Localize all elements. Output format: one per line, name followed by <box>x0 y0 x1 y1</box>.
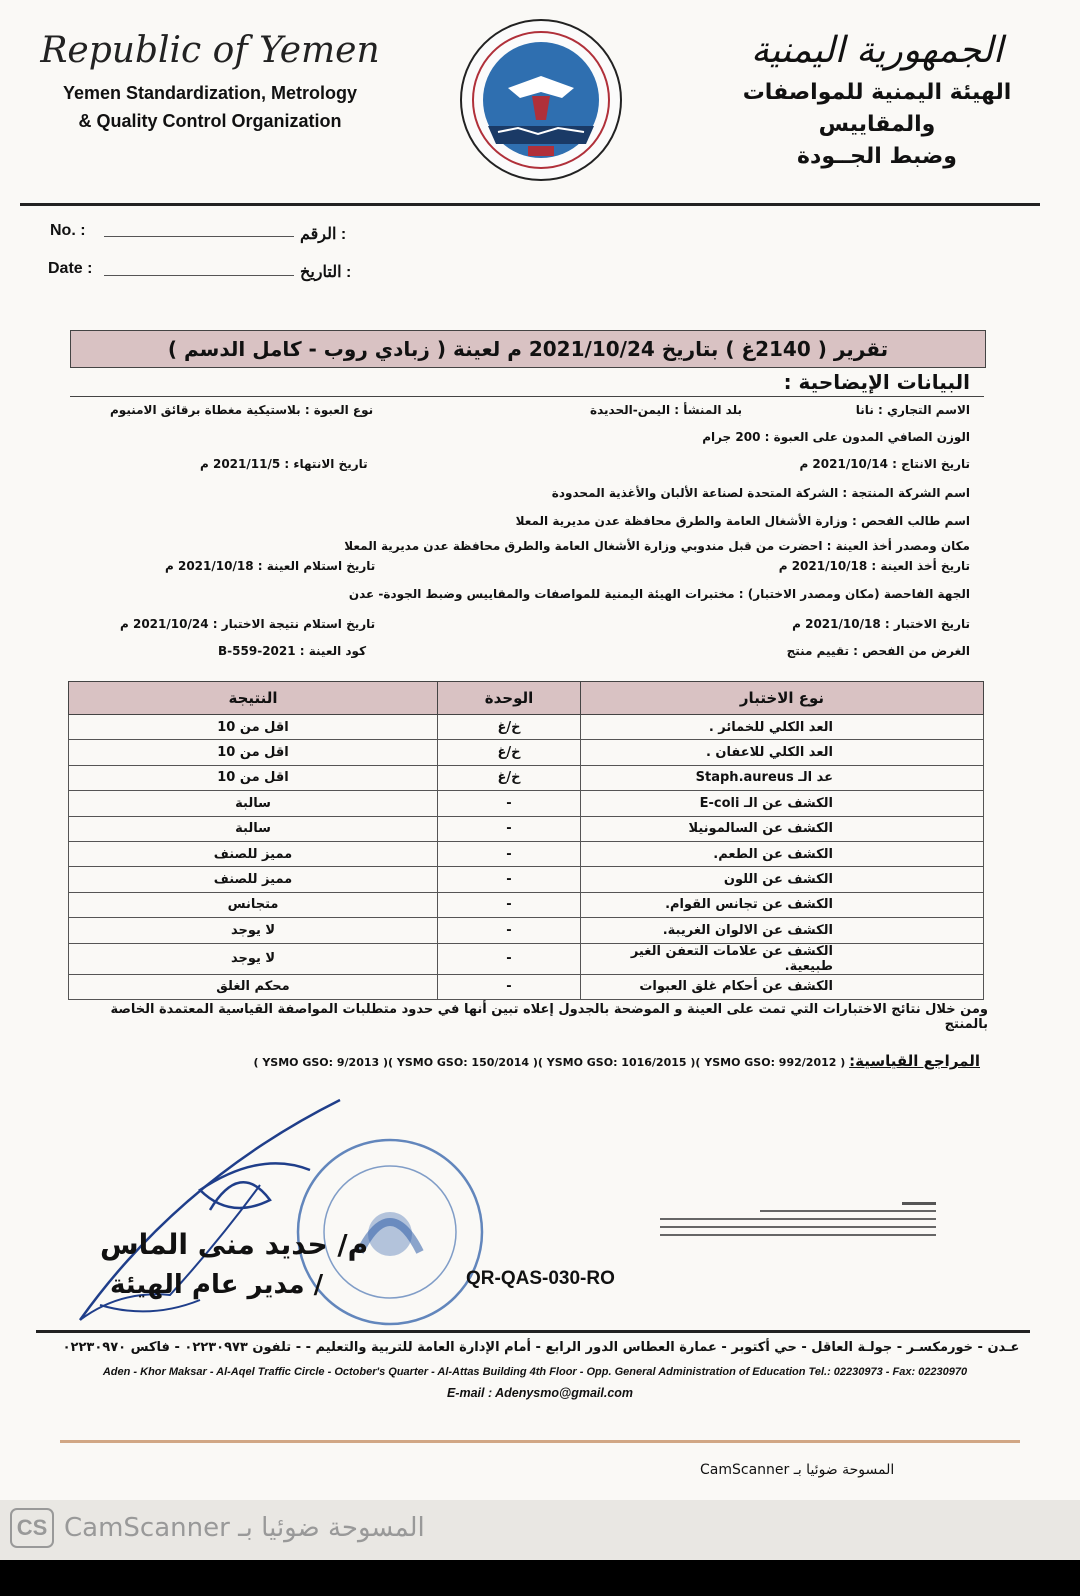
sample-info-block <box>70 396 984 675</box>
organization-logo <box>458 16 624 184</box>
ar-org-line2: وضبط الجــودة <box>797 144 957 169</box>
result-test-cell: الكشف عن تجانس القوام. <box>581 892 984 917</box>
footer-address-ar: عـدن - خورمكسـر - جولـة العاقل - حي أكتوبر - عمارة العطاس الدور الرابع - أمام الإدارة العامة للتربية والتعليم - - تلفون ٠٢٢٣٠٩٧٣ - فاكس ٠٢٢٣٠٩٧٠ <box>62 1340 1020 1355</box>
en-org-line2: & Quality Control Organization <box>78 111 342 131</box>
results-table <box>68 681 984 1000</box>
result-value-cell: لا يوجد <box>69 918 438 943</box>
result-value-cell: اقل من 10 <box>69 765 438 790</box>
header-unit: الوحدة <box>438 682 581 715</box>
references-label: المراجع القياسية: <box>849 1052 980 1070</box>
date-label-ar: : التاريخ <box>300 264 352 281</box>
info-production-date: تاريخ الانتاج : 2021/10/14 م <box>799 457 970 471</box>
arabic-header <box>712 30 1042 173</box>
info-testing-body: الجهة الفاحصة (مكان ومصدر الاختبار) : مختبرات الهيئة اليمنية للمواصفات والمقاييس وضبط الجودة- عدن <box>348 587 970 601</box>
info-sampling-date: تاريخ أخذ العينة : 2021/10/18 م <box>778 559 970 573</box>
info-sample-code: كود العينة : 2021-559-B <box>218 644 367 658</box>
en-org-line1: Yemen Standardization, Metrology <box>62 83 358 103</box>
result-unit-cell: - <box>438 867 581 892</box>
result-row <box>69 740 984 765</box>
result-test-cell: الكشف عن الالوان الغريبة. <box>581 918 984 943</box>
date-label-en: Date : <box>48 260 93 277</box>
section-title: البيانات الإيضاحية : <box>783 370 970 394</box>
result-unit-cell: خ/غ <box>438 715 581 740</box>
result-row <box>69 943 984 974</box>
result-value-cell: مميز للصنف <box>69 867 438 892</box>
date-field-line <box>104 275 294 276</box>
result-row <box>69 841 984 866</box>
english-header <box>40 30 380 135</box>
fine-print-notes <box>640 1200 940 1253</box>
references-text: ( YSMO GSO: 992/2012 )( YSMO GSO: 1016/2015 )( YSMO GSO: 150/2014 )( YSMO GSO: 9/2013 ) <box>253 1056 846 1069</box>
footer-address-en: Aden - Khor Maksar - Al-Aqel Traffic Circle - October's Quarter - Al-Attas Building 4th Floor - Opp. General Administration of Education Tel.: 02230973 - Fax: 02230970 <box>102 1366 968 1378</box>
info-sample-source: مكان ومصدر أخذ العينة : احضرت من قبل مندوبي وزارة الأشغال العامة والطرق محافظة عدن مديرية المعلا <box>344 539 970 553</box>
info-net-weight: الوزن الصافي المدون على العبوة : 200 جرام <box>702 430 970 444</box>
scan-edge-line <box>60 1440 1020 1443</box>
result-unit-cell: - <box>438 943 581 974</box>
result-row <box>69 715 984 740</box>
no-field-line <box>104 236 294 237</box>
result-test-cell: عد الـ Staph.aureus <box>581 765 984 790</box>
result-unit-cell: - <box>438 918 581 943</box>
report-title: تقرير ( 2140غ ) بتاريخ 2021/10/24 م لعينة ( زبادي روب - كامل الدسم ) <box>70 330 986 368</box>
result-row <box>69 816 984 841</box>
camscanner-inner-label: المسوحة ضوئيا بـ CamScanner <box>700 1462 895 1478</box>
info-requester: اسم طالب الفحص : وزارة الأشغال العامة والطرق محافظة عدن مديرية المعلا <box>515 514 970 528</box>
conclusion-text: ومن خلال نتائج الاختبارات التي تمت على العينة و الموضحة بالجدول إعلاه تبين أنها في حدود متطلبات المواصفة القياسية المعتمدة الخاصة بالمنتج <box>110 1002 988 1032</box>
no-label-en: No. : <box>50 222 86 239</box>
result-value-cell: اقل من 10 <box>69 740 438 765</box>
result-test-cell: الكشف عن الطعم. <box>581 841 984 866</box>
result-row <box>69 892 984 917</box>
ar-org-line1: الهيئة اليمنية للمواصفات والمقاييس <box>742 80 1012 137</box>
results-header-row <box>69 682 984 715</box>
result-value-cell: مميز للصنف <box>69 841 438 866</box>
header-test-type: نوع الاختبار <box>581 682 984 715</box>
result-test-cell: الكشف عن اللون <box>581 867 984 892</box>
camscanner-watermark-text: CamScanner المسوحة ضوئيا بـ <box>64 1513 425 1543</box>
result-unit-cell: - <box>438 841 581 866</box>
result-unit-cell: خ/غ <box>438 765 581 790</box>
info-expiry-date: تاريخ الانتهاء : 2021/11/5 م <box>200 457 368 471</box>
result-test-cell: الكشف عن علامات التعفن الغير طبيعية. <box>581 943 984 974</box>
info-origin: بلد المنشأ : اليمن-الحديدة <box>590 403 743 417</box>
result-row <box>69 791 984 816</box>
info-receipt-date: تاريخ استلام العينة : 2021/10/18 م <box>165 559 376 573</box>
result-value-cell: لا يوجد <box>69 943 438 974</box>
result-value-cell: محكم الغلق <box>69 974 438 999</box>
result-row <box>69 918 984 943</box>
result-value-cell: سالبة <box>69 791 438 816</box>
result-value-cell: اقل من 10 <box>69 715 438 740</box>
result-value-cell: سالبة <box>69 816 438 841</box>
bottom-bar <box>0 1560 1080 1596</box>
footer-divider <box>36 1330 1030 1333</box>
result-row <box>69 765 984 790</box>
result-test-cell: العد الكلي للخمائر . <box>581 715 984 740</box>
result-test-cell: الكشف عن السالمونيلا <box>581 816 984 841</box>
header-result: النتيجة <box>69 682 438 715</box>
info-result-receipt-date: تاريخ استلام نتيجة الاختبار : 2021/10/24 م <box>120 617 376 631</box>
result-unit-cell: - <box>438 791 581 816</box>
header-divider <box>20 203 1040 206</box>
result-row <box>69 867 984 892</box>
info-trade-name: الاسم التجاري : نانا <box>855 403 970 417</box>
info-package-type: نوع العبوة : بلاستيكية مغطاة برقائق الامنيوم <box>110 403 374 417</box>
result-test-cell: الكشف عن أحكام غلق العبوات <box>581 974 984 999</box>
result-unit-cell: - <box>438 892 581 917</box>
ar-republic-title: الجمهورية اليمنية <box>750 30 1004 71</box>
result-test-cell: الكشف عن الـ E-coli <box>581 791 984 816</box>
result-test-cell: العد الكلي للاعفان . <box>581 740 984 765</box>
footer-email: E-mail : Adenysmo@gmail.com <box>446 1386 634 1400</box>
camscanner-icon: CS <box>10 1508 54 1548</box>
result-value-cell: متجانس <box>69 892 438 917</box>
signatory-name: م/ حديد منى الماس <box>100 1228 369 1261</box>
form-code: QR-QAS-030-RO <box>466 1268 615 1289</box>
info-test-date: تاريخ الاختبار : 2021/10/18 م <box>792 617 970 631</box>
info-producer: اسم الشركة المنتجة : الشركة المتحدة لصناعة الألبان والأغذية المحدودة <box>551 486 970 500</box>
camscanner-watermark <box>10 1508 425 1548</box>
result-unit-cell: - <box>438 816 581 841</box>
no-label-ar: : الرقم <box>300 226 347 243</box>
standards-references <box>220 1052 980 1070</box>
result-unit-cell: خ/غ <box>438 740 581 765</box>
info-purpose: الغرض من الفحص : تقييم منتج <box>786 644 970 658</box>
result-row <box>69 974 984 999</box>
signatory-title: / مدير عام الهيئة <box>110 1270 324 1300</box>
result-unit-cell: - <box>438 974 581 999</box>
en-republic-title: Republic of Yemen <box>40 30 380 71</box>
